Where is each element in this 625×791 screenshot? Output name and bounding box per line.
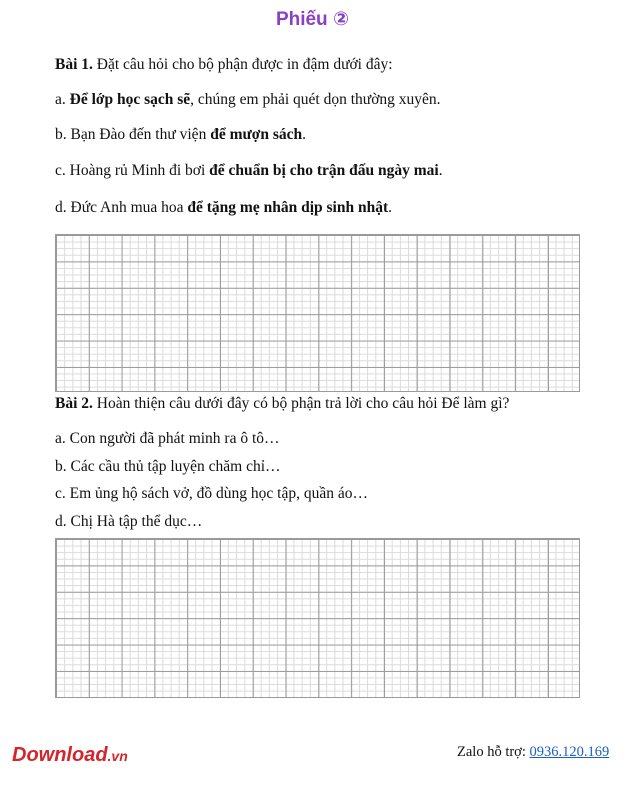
exercise-2-prompt: Hoàn thiện câu dưới đây có bộ phận trả lời cho câu hỏi Để làm gì? — [96, 395, 510, 412]
exercise-2-heading — [55, 395, 509, 413]
item-bold-text: để tặng mẹ nhân dịp sinh nhật — [187, 199, 389, 216]
exercise-1-label: Bài 1. — [55, 56, 93, 73]
exercise-1-prompt: Đặt câu hỏi cho bộ phận được in đậm dưới đây: — [96, 56, 393, 73]
writing-grid-1[interactable] — [55, 234, 580, 392]
exercise-2-item-a: a. Con người đã phát minh ra ô tô… — [55, 430, 280, 447]
item-text: . — [438, 162, 443, 179]
item-text: Đức Anh mua hoa — [70, 199, 188, 216]
exercise-1-item-b — [55, 126, 306, 144]
item-letter: b. — [55, 126, 71, 143]
exercise-1-item-c — [55, 162, 443, 180]
worksheet-title: Phiếu ② — [275, 9, 350, 30]
writing-grid-2[interactable] — [55, 538, 580, 698]
exercise-1-item-a — [55, 91, 441, 109]
item-letter: c. — [55, 162, 70, 179]
item-text: Hoàng rủ Minh đi bơi — [69, 162, 210, 179]
item-text: . — [388, 199, 392, 216]
zalo-phone-link[interactable]: 0936.120.169 — [529, 744, 610, 760]
logo-main-text: Download — [12, 744, 108, 766]
item-text: , chúng em phải quét dọn thường xuyên. — [190, 91, 441, 108]
item-letter: d. — [55, 199, 71, 216]
exercise-2-label: Bài 2. — [55, 395, 93, 412]
item-text: Bạn Đào đến thư viện — [70, 126, 211, 143]
zalo-label: Zalo hỗ trợ: — [457, 744, 530, 760]
download-vn-logo[interactable] — [12, 744, 128, 767]
exercise-2-item-d: d. Chị Hà tập thể dục… — [55, 513, 203, 530]
item-text: . — [302, 126, 307, 143]
logo-suffix-text: .vn — [107, 748, 128, 764]
zalo-support — [457, 744, 609, 761]
exercise-1-heading — [55, 56, 393, 74]
item-bold-text: để chuẩn bị cho trận đấu ngày mai — [209, 162, 439, 179]
exercise-1-item-d — [55, 199, 392, 217]
exercise-2-item-c: c. Em ủng hộ sách vở, đồ dùng học tập, quần áo… — [55, 485, 368, 502]
item-bold-text: Để lớp học sạch sẽ — [69, 91, 191, 108]
item-letter: a. — [55, 91, 70, 108]
item-bold-text: để mượn sách — [210, 126, 303, 143]
exercise-2-item-b: b. Các cầu thủ tập luyện chăm chỉ… — [55, 458, 281, 475]
